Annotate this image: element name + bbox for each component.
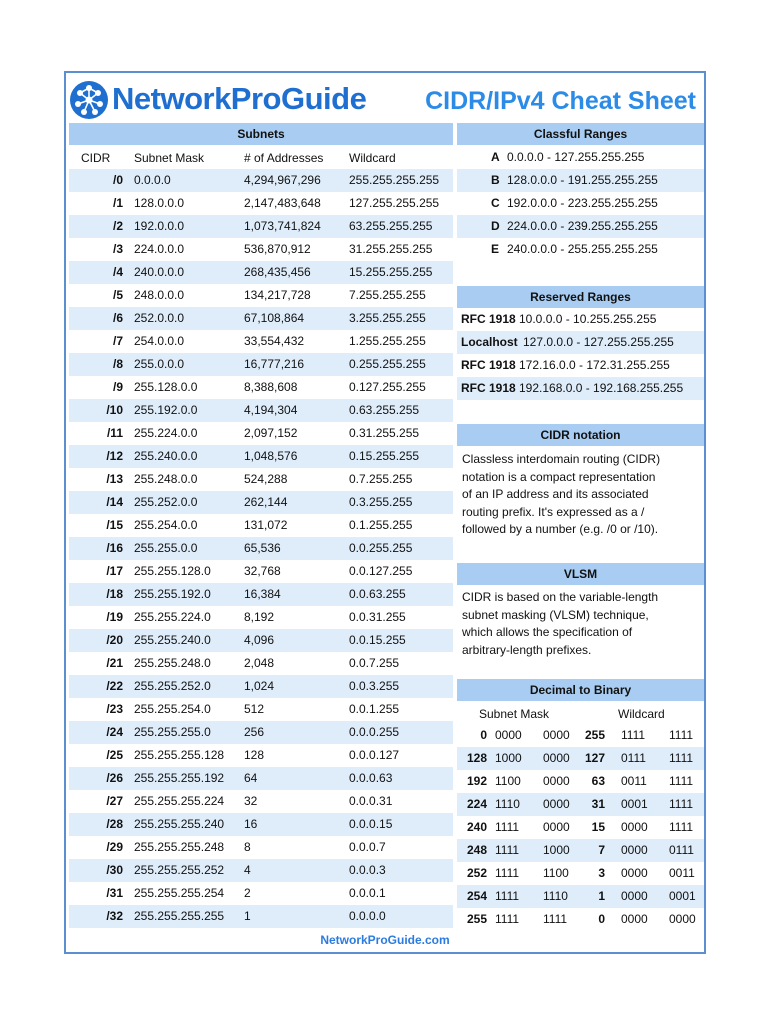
subnet-mask-cell: 255.255.240.0 [134,633,211,647]
mask-bits-high: 0000 [495,728,522,742]
table-row [457,839,704,862]
dec2bin-col-wildcard: Wildcard [618,707,665,721]
table-row [69,813,453,836]
cidr-cell: /6 [112,311,123,325]
mask-decimal: 128 [466,751,487,765]
table-row [457,793,704,816]
table-row [69,468,453,491]
wildcard-decimal: 1 [598,889,605,903]
addresses-cell: 16,777,216 [244,357,305,371]
reserved-range: 10.0.0.0 - 10.255.255.255 [519,312,657,326]
addresses-cell: 33,554,432 [244,334,305,348]
cidr-notation-line: Classless interdomain routing (CIDR) [462,452,661,466]
addresses-cell: 2,097,152 [244,426,298,440]
addresses-cell: 32 [244,794,258,808]
cidr-cell: /19 [106,610,123,624]
addresses-cell: 4,096 [244,633,275,647]
table-row [69,629,453,652]
wildcard-bits-low: 1111 [669,820,694,834]
subnet-mask-cell: 192.0.0.0 [134,219,185,233]
subnet-mask-cell: 254.0.0.0 [134,334,185,348]
subnet-mask-cell: 255.255.255.192 [134,771,225,785]
table-row [69,606,453,629]
table-row [69,836,453,859]
table-row [69,192,453,215]
wildcard-bits-low: 1111 [669,751,694,765]
addresses-cell: 8 [244,840,251,854]
wildcard-cell: 0.0.0.255 [349,725,400,739]
cidr-notation-line: notation is a compact representation [462,469,656,484]
addresses-cell: 4,194,304 [244,403,298,417]
mask-decimal: 248 [466,843,487,857]
subnet-mask-cell: 252.0.0.0 [134,311,185,325]
subnet-mask-cell: 224.0.0.0 [134,242,185,256]
wildcard-cell: 0.0.7.255 [349,656,400,670]
addresses-cell: 128 [244,748,265,762]
mask-decimal: 254 [466,889,487,903]
table-row [69,376,453,399]
mask-bits-low: 1111 [543,912,568,926]
wildcard-decimal: 31 [591,797,605,811]
col-wildcard: Wildcard [349,151,396,165]
mask-bits-high: 1111 [495,820,520,834]
addresses-cell: 131,072 [244,518,288,532]
wildcard-bits-low: 0011 [669,866,695,880]
reserved-label: RFC 1918 [461,381,516,395]
list-item [457,238,704,261]
wildcard-cell: 0.0.1.255 [349,702,400,716]
wildcard-bits-high: 0000 [621,889,648,903]
addresses-cell: 64 [244,771,258,785]
wildcard-cell: 3.255.255.255 [349,311,426,325]
cidr-cell: /17 [106,564,123,578]
wildcard-cell: 0.0.0.7 [349,840,386,854]
mask-bits-low: 0000 [543,728,570,742]
cidr-cell: /29 [106,840,123,854]
class-letter: A [491,150,500,164]
col-cidr: CIDR [81,151,111,165]
reserved-range: 192.168.0.0 - 192.168.255.255 [519,381,684,395]
subnet-mask-cell: 255.255.252.0 [134,679,211,693]
cidr-cell: /1 [112,196,123,210]
subnet-mask-cell: 255.255.192.0 [134,587,211,601]
table-row [457,862,704,885]
header [66,73,704,123]
table-row [69,422,453,445]
list-item [457,215,704,238]
vlsm-heading: VLSM [457,563,704,585]
table-row [69,169,453,192]
class-letter: E [491,242,500,256]
subnet-mask-cell: 0.0.0.0 [134,173,171,187]
subnet-mask-cell: 255.128.0.0 [134,380,198,394]
wildcard-cell: 0.127.255.255 [349,380,426,394]
table-row [69,307,453,330]
reserved-range: 127.0.0.0 - 127.255.255.255 [523,335,674,349]
class-range: 128.0.0.0 - 191.255.255.255 [507,173,658,187]
mask-bits-low: 0000 [543,774,570,788]
mask-bits-low: 1000 [543,843,570,857]
table-row [457,908,704,931]
cidr-cell: /4 [112,265,123,279]
wildcard-bits-low: 0001 [669,889,696,903]
addresses-cell: 524,288 [244,472,288,486]
dec2bin-col-mask: Subnet Mask [479,707,550,721]
mask-bits-high: 1110 [495,797,520,811]
table-row [69,238,453,261]
list-item [457,354,704,377]
cidr-cell: /14 [106,495,123,509]
class-range: 192.0.0.0 - 223.255.255.255 [507,196,658,210]
wildcard-cell: 255.255.255.255 [349,173,440,187]
vlsm-line: subnet masking (VLSM) technique, [462,607,649,622]
wildcard-bits-high: 0001 [621,797,648,811]
cidr-notation-line: routing prefix. It's expressed as a / [462,504,645,519]
wildcard-bits-high: 1111 [621,728,646,742]
mask-bits-low: 0000 [543,820,570,834]
wildcard-cell: 0.0.0.127 [349,748,400,762]
cidr-cell: /32 [106,909,123,923]
cidr-cell: /7 [112,334,123,348]
wildcard-cell: 0.0.31.255 [349,610,406,624]
class-range: 0.0.0.0 - 127.255.255.255 [507,150,645,164]
addresses-cell: 4,294,967,296 [244,173,321,187]
addresses-cell: 536,870,912 [244,242,311,256]
class-letter: C [491,196,500,210]
table-row [69,905,453,928]
subnet-mask-cell: 255.255.255.254 [134,886,225,900]
wildcard-bits-high: 0000 [621,820,648,834]
table-row [69,767,453,790]
wildcard-cell: 0.0.0.31 [349,794,393,808]
addresses-cell: 2,147,483,648 [244,196,321,210]
cidr-notation-line: of an IP address and its associated [462,487,649,501]
wildcard-cell: 63.255.255.255 [349,219,433,233]
table-row [69,882,453,905]
mask-bits-high: 1100 [495,774,521,788]
cidr-cell: /11 [106,426,123,440]
addresses-cell: 2 [244,886,251,900]
wildcard-cell: 0.0.63.255 [349,587,406,601]
cidr-cell: /24 [106,725,123,739]
wildcard-cell: 0.0.127.255 [349,564,413,578]
cidr-cell: /10 [106,403,123,417]
mask-decimal: 192 [466,774,487,788]
wildcard-decimal: 127 [584,751,605,765]
table-row [457,747,704,770]
wildcard-bits-low: 0000 [669,912,696,926]
reserved-label: Localhost [461,335,518,349]
addresses-cell: 256 [244,725,265,739]
mask-bits-low: 1100 [543,866,569,880]
wildcard-bits-high: 0000 [621,866,648,880]
cidr-cell: /3 [112,242,123,256]
reserved-label: RFC 1918 [461,358,516,372]
dec2bin-heading: Decimal to Binary [457,679,704,701]
addresses-cell: 512 [244,702,265,716]
addresses-cell: 16,384 [244,587,281,601]
cidr-cell: /0 [112,173,123,187]
class-letter: D [491,219,500,233]
wildcard-bits-high: 0000 [621,843,648,857]
class-range: 240.0.0.0 - 255.255.255.255 [507,242,658,256]
addresses-cell: 16 [244,817,258,831]
table-row [457,770,704,793]
table-row [69,514,453,537]
wildcard-cell: 0.0.0.0 [349,909,386,923]
wildcard-bits-high: 0111 [621,751,646,765]
table-row [69,698,453,721]
cidr-cell: /18 [106,587,123,601]
subnet-mask-cell: 255.255.255.0 [134,725,211,739]
subnet-mask-cell: 255.255.255.248 [134,840,225,854]
wildcard-bits-high: 0011 [621,774,647,788]
cidr-cell: /28 [106,817,123,831]
wildcard-cell: 15.255.255.255 [349,265,433,279]
vlsm-line: which allows the specification of [462,625,633,639]
subnet-mask-cell: 255.255.255.255 [134,909,225,923]
class-letter: B [491,173,500,187]
vlsm-text [462,589,698,659]
table-row [457,724,704,747]
cidr-cell: /26 [106,771,123,785]
class-range: 224.0.0.0 - 239.255.255.255 [507,219,658,233]
cidr-cell: /15 [106,518,123,532]
subnet-mask-cell: 128.0.0.0 [134,196,185,210]
mask-bits-high: 1111 [495,843,520,857]
table-row [457,885,704,908]
addresses-cell: 32,768 [244,564,281,578]
subnet-mask-cell: 240.0.0.0 [134,265,185,279]
table-row [69,652,453,675]
wildcard-decimal: 0 [598,912,605,926]
cidr-cell: /13 [106,472,123,486]
subnet-mask-cell: 255.254.0.0 [134,518,198,532]
mask-bits-high: 1000 [495,751,522,765]
addresses-cell: 1,048,576 [244,449,298,463]
cidr-notation-text [462,451,698,539]
subnet-mask-cell: 255.240.0.0 [134,449,198,463]
col-addresses: # of Addresses [244,151,324,165]
list-item [457,331,704,354]
mask-bits-low: 0000 [543,797,570,811]
wildcard-cell: 0.31.255.255 [349,426,420,440]
classful-heading: Classful Ranges [457,123,704,145]
table-row [69,721,453,744]
subnet-mask-cell: 255.255.0.0 [134,541,198,555]
mask-decimal: 240 [466,820,487,834]
cidr-cell: /25 [106,748,123,762]
wildcard-cell: 0.63.255.255 [349,403,420,417]
addresses-cell: 2,048 [244,656,275,670]
list-item [457,308,704,331]
wildcard-cell: 0.0.15.255 [349,633,406,647]
globe-logo-icon [68,79,110,121]
mask-bits-high: 1111 [495,889,520,903]
list-item [457,169,704,192]
mask-bits-low: 0000 [543,751,570,765]
page-title: CIDR/IPv4 Cheat Sheet [425,87,696,115]
wildcard-cell: 0.0.0.3 [349,863,386,877]
wildcard-cell: 0.0.0.1 [349,886,386,900]
subnet-mask-cell: 255.192.0.0 [134,403,198,417]
addresses-cell: 1,073,741,824 [244,219,321,233]
table-row [69,330,453,353]
cidr-notation-heading: CIDR notation [457,424,704,446]
addresses-cell: 268,435,456 [244,265,311,279]
addresses-cell: 134,217,728 [244,288,311,302]
wildcard-cell: 0.0.0.15 [349,817,393,831]
table-row [69,261,453,284]
wildcard-bits-low: 0111 [669,843,694,857]
reserved-label: RFC 1918 [461,312,516,326]
cidr-cell: /23 [106,702,123,716]
cidr-cell: /21 [106,656,123,670]
wildcard-cell: 127.255.255.255 [349,196,440,210]
addresses-cell: 1 [244,909,251,923]
table-row [69,560,453,583]
cidr-cell: /5 [112,288,123,302]
mask-bits-low: 1110 [543,889,568,903]
addresses-cell: 8,388,608 [244,380,298,394]
subnet-mask-cell: 255.0.0.0 [134,357,185,371]
table-row [69,491,453,514]
mask-bits-high: 1111 [495,912,520,926]
addresses-cell: 1,024 [244,679,275,693]
table-row [457,816,704,839]
wildcard-cell: 0.3.255.255 [349,495,413,509]
table-row [69,859,453,882]
subnet-mask-cell: 255.255.248.0 [134,656,211,670]
wildcard-cell: 0.255.255.255 [349,357,426,371]
col-subnet-mask: Subnet Mask [134,151,205,165]
subnet-mask-cell: 255.255.255.128 [134,748,225,762]
wildcard-cell: 0.15.255.255 [349,449,420,463]
vlsm-line: CIDR is based on the variable-length [462,590,659,604]
table-row [69,399,453,422]
subnets-heading: Subnets [69,123,453,145]
cidr-cell: /22 [106,679,123,693]
list-item [457,377,704,400]
subnet-mask-cell: 255.255.255.240 [134,817,225,831]
table-row [69,445,453,468]
vlsm-line: arbitrary-length prefixes. [462,642,592,657]
table-row [69,284,453,307]
reserved-heading: Reserved Ranges [457,286,704,308]
mask-bits-high: 1111 [495,866,520,880]
cidr-cell: /2 [112,219,123,233]
addresses-cell: 67,108,864 [244,311,305,325]
wildcard-bits-low: 1111 [669,797,694,811]
table-row [69,790,453,813]
cidr-cell: /9 [112,380,123,394]
mask-decimal: 252 [466,866,487,880]
wildcard-cell: 7.255.255.255 [349,288,426,302]
wildcard-cell: 31.255.255.255 [349,242,433,256]
wildcard-bits-low: 1111 [669,728,694,742]
list-item [457,146,704,169]
cidr-notation-line: followed by a number (e.g. /0 or /10). [462,522,659,536]
subnet-mask-cell: 255.255.224.0 [134,610,211,624]
mask-decimal: 255 [466,912,487,926]
subnet-mask-cell: 255.255.255.224 [134,794,225,808]
addresses-cell: 262,144 [244,495,288,509]
reserved-range: 172.16.0.0 - 172.31.255.255 [519,358,670,372]
table-row [69,583,453,606]
footer-url[interactable]: NetworkProGuide.com [320,933,450,947]
wildcard-bits-high: 0000 [621,912,648,926]
wildcard-decimal: 15 [591,820,605,834]
table-row [69,744,453,767]
cidr-cell: /27 [106,794,123,808]
wildcard-decimal: 63 [591,774,605,788]
wildcard-cell: 1.255.255.255 [349,334,426,348]
subnet-mask-cell: 255.255.128.0 [134,564,211,578]
wildcard-cell: 0.1.255.255 [349,518,413,532]
brand-name: NetworkProGuide [112,81,367,116]
addresses-cell: 65,536 [244,541,281,555]
mask-decimal: 224 [466,797,487,811]
subnet-mask-cell: 255.252.0.0 [134,495,198,509]
table-row [69,537,453,560]
wildcard-cell: 0.7.255.255 [349,472,413,486]
addresses-cell: 4 [244,863,251,877]
addresses-cell: 8,192 [244,610,275,624]
wildcard-decimal: 3 [598,866,605,880]
wildcard-bits-low: 1111 [669,774,694,788]
cheat-sheet [64,71,706,954]
cidr-cell: /31 [106,886,123,900]
wildcard-cell: 0.0.3.255 [349,679,400,693]
cidr-cell: /16 [106,541,123,555]
list-item [457,192,704,215]
subnet-mask-cell: 255.248.0.0 [134,472,198,486]
table-row [69,215,453,238]
subnet-mask-cell: 255.255.254.0 [134,702,211,716]
table-row [69,675,453,698]
table-row [69,353,453,376]
subnet-mask-cell: 248.0.0.0 [134,288,185,302]
wildcard-decimal: 255 [584,728,605,742]
wildcard-cell: 0.0.255.255 [349,541,413,555]
cidr-cell: /12 [106,449,123,463]
wildcard-cell: 0.0.0.63 [349,771,393,785]
subnet-mask-cell: 255.255.255.252 [134,863,225,877]
cidr-cell: /30 [106,863,123,877]
subnet-mask-cell: 255.224.0.0 [134,426,198,440]
wildcard-decimal: 7 [598,843,605,857]
cidr-cell: /8 [112,357,123,371]
mask-decimal: 0 [480,728,487,742]
cidr-cell: /20 [106,633,123,647]
